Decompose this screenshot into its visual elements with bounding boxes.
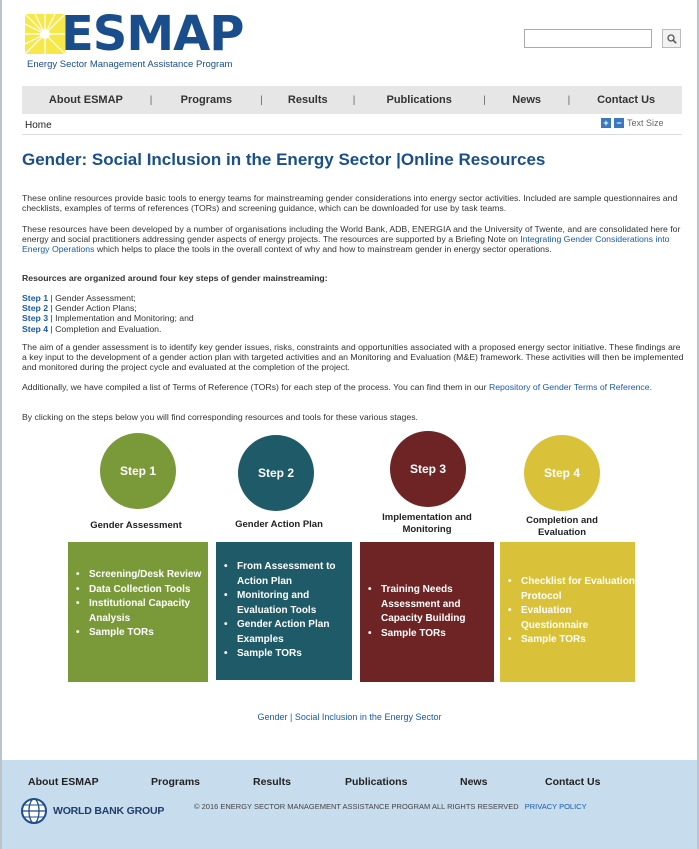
world-bank-group-logo[interactable]	[20, 796, 180, 826]
caption-link[interactable]: Gender | Social Inclusion in the Energy Sector	[257, 712, 442, 722]
step-2-label: Gender Action Plan	[235, 519, 323, 530]
esmap-logo[interactable]	[25, 6, 255, 74]
intro-paragraph: These online resources provide basic tools to energy teams for mainstreaming gender considerations into energy sector activities. Included are sample questionnaires and checklists, examples of terms of references (TORs) and screening guidance, which can be downloaded for use by task teams.	[22, 193, 678, 214]
footer-nav-publications[interactable]: Publications	[345, 776, 408, 788]
step-4-list	[506, 575, 635, 648]
step-2-item[interactable]: • Gender Action Plan Examples	[222, 618, 352, 647]
step-list-text: | Implementation and Monitoring; and	[48, 313, 194, 324]
decrease-text-icon[interactable]: −	[614, 118, 624, 128]
step-2-item[interactable]: • Sample TORs	[222, 647, 352, 662]
step-list-item	[22, 303, 684, 313]
step-list-text: | Gender Action Plans;	[48, 303, 137, 314]
copyright-line	[194, 802, 587, 811]
nav-separator: |	[260, 94, 263, 106]
nav-contact[interactable]: Contact Us	[597, 94, 656, 106]
step-1-item[interactable]: • Sample TORs	[74, 626, 208, 641]
tor-repository-link[interactable]: Repository of Gender Terms of Reference	[488, 382, 650, 392]
briefing-note-link[interactable]: Integrating Gender Considerations into Energy Operations	[22, 234, 670, 255]
step-1-list	[74, 568, 208, 641]
tor-text-b: .	[649, 382, 653, 392]
step-2-item[interactable]: • Monitoring and Evaluation Tools	[222, 589, 352, 618]
globe-icon	[20, 797, 48, 825]
step-1-link[interactable]: Step 1	[22, 293, 49, 303]
step-1-item[interactable]: • Data Collection Tools	[74, 583, 208, 598]
privacy-policy-link[interactable]: PRIVACY POLICY	[524, 802, 587, 811]
step-4-link[interactable]: Step 4	[22, 323, 49, 334]
tor-paragraph	[22, 382, 684, 392]
nav-separator: |	[567, 94, 571, 106]
step-3-circle[interactable]: Step 3	[390, 431, 466, 507]
step-2-item[interactable]: • From Assessment to Action Plan	[222, 560, 352, 589]
step-4-item[interactable]: • Evaluation Questionnaire	[506, 604, 635, 633]
page-title: Gender: Social Inclusion in the Energy Sector |Online Resources	[22, 150, 546, 169]
step-4-label: Completion and Evaluation	[526, 515, 598, 538]
step-3-item[interactable]: • Training Needs Assessment and Capacity Building	[366, 583, 494, 627]
step-list-item	[22, 324, 684, 334]
search-icon	[667, 34, 677, 44]
tor-text-a: Additionally, we have compiled a list of Terms of Reference (TORs) for each step of the process. You can find them in our	[22, 382, 489, 392]
logo-subtitle: Energy Sector Management Assistance Program	[27, 59, 233, 70]
nav-separator: |	[483, 94, 486, 106]
step-1-circle[interactable]: Step 1	[100, 433, 176, 509]
search-input[interactable]	[524, 29, 652, 48]
resources-text-b: which helps to place the tools in the overall context of why and how to mainstream gender in energy sector operations.	[94, 244, 552, 255]
step-list-item	[22, 313, 684, 323]
footer-nav-news[interactable]: News	[460, 776, 488, 788]
step-3-link[interactable]: Step 3	[22, 313, 49, 324]
divider	[22, 134, 682, 135]
step-4-box[interactable]	[500, 542, 635, 682]
nav-news[interactable]: News	[512, 94, 542, 106]
step-3-list	[366, 583, 494, 641]
step-3-box[interactable]	[360, 542, 494, 682]
step-1-box[interactable]	[68, 542, 208, 682]
step-2-box[interactable]	[216, 542, 352, 680]
logo-wordmark: ESMAP	[61, 6, 244, 62]
step-2-list	[222, 560, 352, 662]
footer-nav-results[interactable]: Results	[253, 776, 291, 788]
copyright-text: © 2016 ENERGY SECTOR MANAGEMENT ASSISTANCE PROGRAM ALL RIGHTS RESERVED	[194, 802, 519, 811]
step-3-label: Implementation and Monitoring	[382, 512, 472, 535]
breadcrumb-home[interactable]: Home	[25, 120, 52, 131]
search-button[interactable]	[662, 29, 681, 48]
step-list	[22, 293, 684, 334]
steps-heading: Resources are organized around four key steps of gender mainstreaming:	[22, 273, 328, 283]
step-list-text: | Completion and Evaluation.	[48, 323, 162, 334]
step-1-label: Gender Assessment	[90, 520, 182, 531]
nav-separator: |	[149, 94, 153, 106]
step-1-item[interactable]: • Screening/Desk Review	[74, 568, 208, 583]
increase-text-icon[interactable]: +	[601, 118, 611, 128]
step-1-item[interactable]: • Institutional Capacity Analysis	[74, 597, 208, 626]
nav-results[interactable]: Results	[287, 94, 328, 106]
main-nav	[22, 86, 682, 114]
resources-text-a: These resources have been developed by a number of organisations including the World Bank, ADB, ENERGIA and the University of Twente, and are consolidated here for energy and social practitioners addressing gender aspects of energy projects. The resources are supported by a Briefing Note on	[22, 224, 681, 245]
step-4-item[interactable]: • Sample TORs	[506, 633, 635, 648]
nav-about[interactable]: About ESMAP	[48, 94, 123, 106]
nav-programs[interactable]: Programs	[180, 94, 232, 106]
text-size-control	[601, 118, 664, 128]
footer-nav-programs[interactable]: Programs	[151, 776, 201, 788]
image-caption	[0, 712, 699, 722]
nav-separator: |	[352, 94, 356, 106]
step-4-circle[interactable]: Step 4	[524, 435, 600, 511]
sun-icon	[25, 14, 65, 54]
step-list-text: | Gender Assessment;	[48, 293, 136, 303]
resources-paragraph	[22, 224, 684, 255]
wbg-text: WORLD BANK GROUP	[53, 805, 165, 817]
nav-publications[interactable]: Publications	[386, 94, 452, 106]
footer	[2, 760, 697, 849]
step-3-item[interactable]: • Sample TORs	[366, 627, 494, 642]
aim-paragraph: The aim of a gender assessment is to identify key gender issues, risks, constraints and opportunities associated with a proposed energy sector initiative. These findings are a key input to the development of a gender action plan with targeted activities and an Monitoring and Evaluation (M&E) framework. These activities will then be implemented and monitored during the project cycle and evaluated at the completion of the project.	[22, 342, 684, 373]
step-2-circle[interactable]: Step 2	[238, 435, 314, 511]
step-4-item[interactable]: • Checklist for Evaluation Protocol	[506, 575, 635, 604]
step-list-item	[22, 293, 684, 303]
step-2-link[interactable]: Step 2	[22, 303, 49, 314]
footer-nav-contact[interactable]: Contact Us	[545, 776, 601, 788]
clicking-paragraph: By clicking on the steps below you will find corresponding resources and tools for these various stages.	[22, 412, 418, 422]
text-size-label: Text Size	[627, 118, 664, 128]
footer-nav-about[interactable]: About ESMAP	[28, 776, 99, 788]
